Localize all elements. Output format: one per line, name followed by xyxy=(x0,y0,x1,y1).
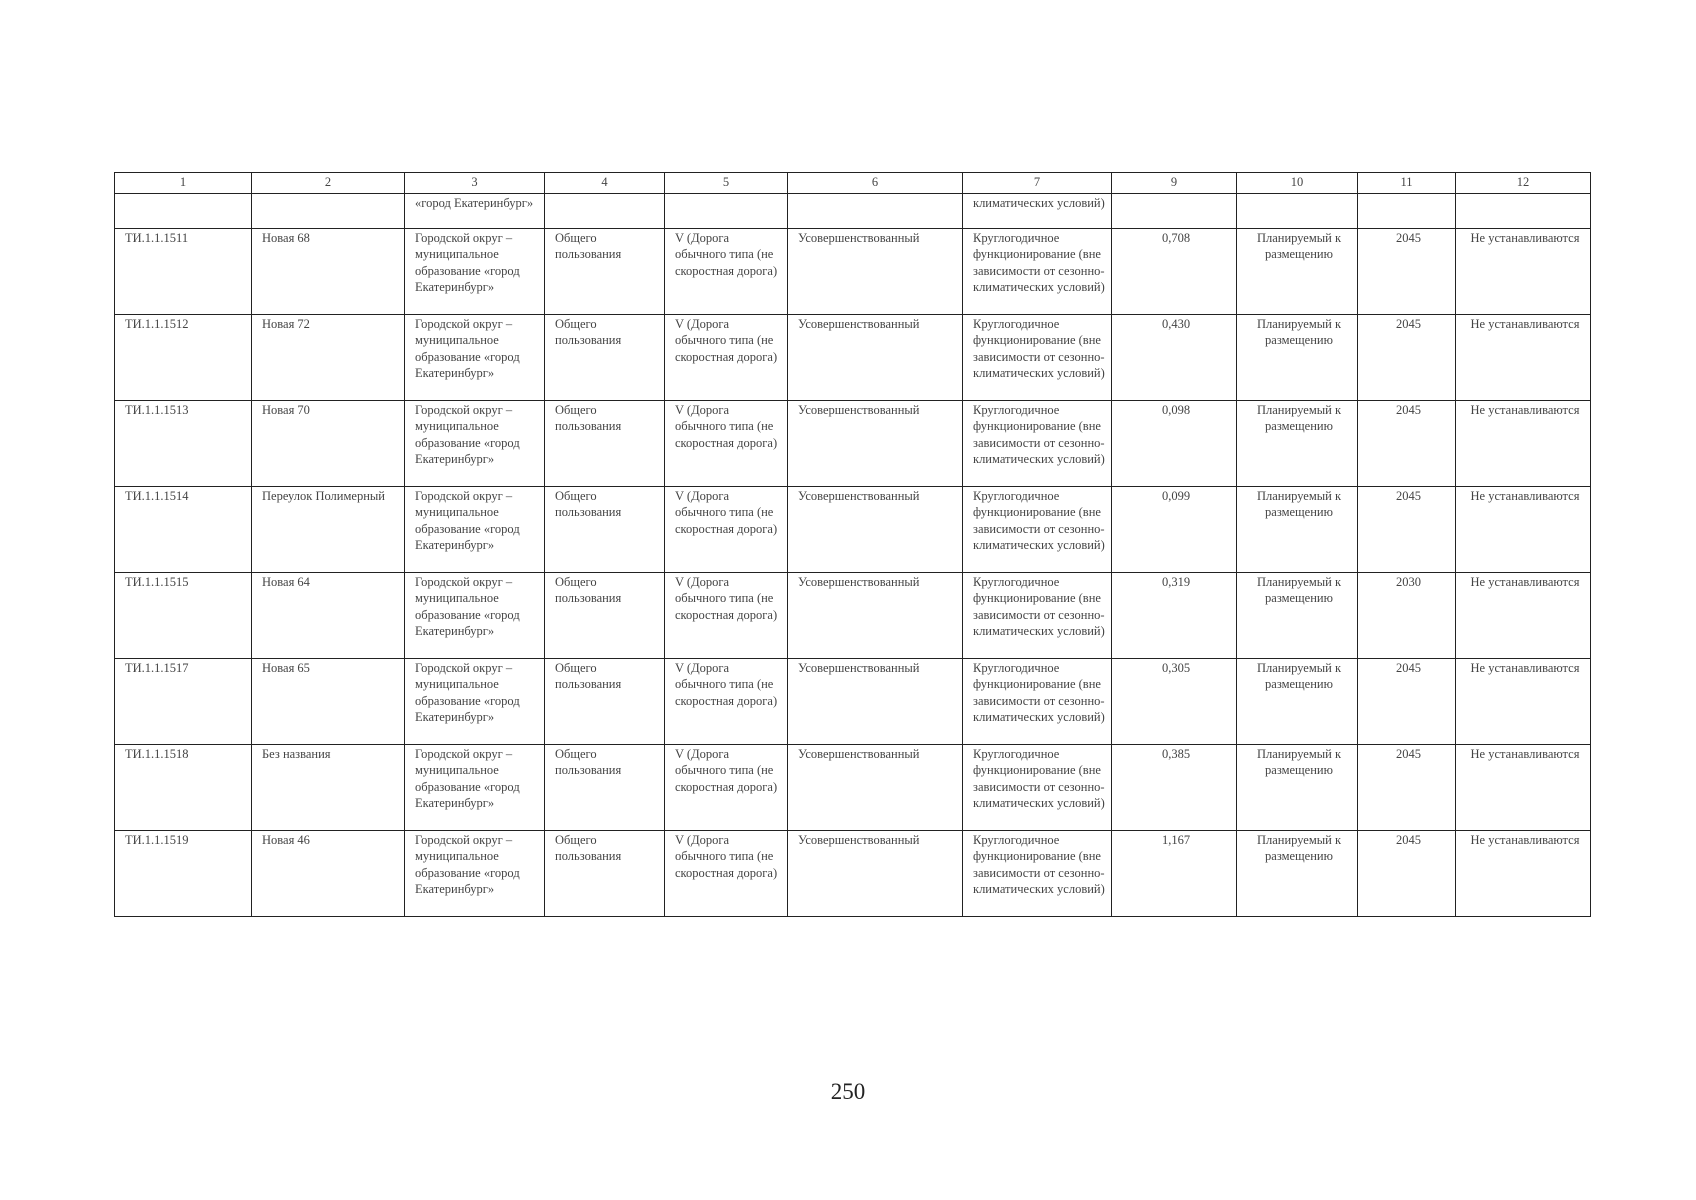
column-header-6: 6 xyxy=(788,173,963,194)
table-cell: Круглогодичное функционирование (вне зависимости от сезонно-климатических условий) xyxy=(963,315,1112,401)
table-cell: Общего пользования xyxy=(545,229,665,315)
table-cell: Планируемый к размещению xyxy=(1237,401,1358,487)
table-cell: Не устанавливаются xyxy=(1456,487,1591,573)
table-cell: Не устанавливаются xyxy=(1456,229,1591,315)
table-cell: 0,430 xyxy=(1112,315,1237,401)
table-cell: V (Дорога обычного типа (не скоростная дорога) xyxy=(665,229,788,315)
table-cell xyxy=(252,194,405,229)
table-cell xyxy=(788,194,963,229)
table-cell: 0,708 xyxy=(1112,229,1237,315)
table-cell: Круглогодичное функционирование (вне зависимости от сезонно-климатических условий) xyxy=(963,401,1112,487)
table-cell: V (Дорога обычного типа (не скоростная дорога) xyxy=(665,659,788,745)
table-cell: Круглогодичное функционирование (вне зависимости от сезонно-климатических условий) xyxy=(963,487,1112,573)
table-cell: Городской округ – муниципальное образование «город Екатеринбург» xyxy=(405,831,545,917)
table-cell: Усовершенствованный xyxy=(788,315,963,401)
table-cell: 1,167 xyxy=(1112,831,1237,917)
table-row xyxy=(115,487,1591,573)
page-number: 250 xyxy=(830,1079,866,1104)
table-cell: ТИ.1.1.1518 xyxy=(115,745,252,831)
table-cell xyxy=(1237,194,1358,229)
table-cell: Усовершенствованный xyxy=(788,831,963,917)
table-cell: ТИ.1.1.1511 xyxy=(115,229,252,315)
table-cell: Круглогодичное функционирование (вне зависимости от сезонно-климатических условий) xyxy=(963,229,1112,315)
table-cell: Городской округ – муниципальное образование «город Екатеринбург» xyxy=(405,315,545,401)
table-cell: ТИ.1.1.1513 xyxy=(115,401,252,487)
column-header-5: 5 xyxy=(665,173,788,194)
table-cell: 2045 xyxy=(1358,315,1456,401)
table-cell: Круглогодичное функционирование (вне зависимости от сезонно-климатических условий) xyxy=(963,659,1112,745)
table-cell: Городской округ – муниципальное образование «город Екатеринбург» xyxy=(405,745,545,831)
table-cell xyxy=(1456,194,1591,229)
table-cell: Не устанавливаются xyxy=(1456,745,1591,831)
table-row xyxy=(115,831,1591,917)
table-cell: ТИ.1.1.1515 xyxy=(115,573,252,659)
table-cell: Не устанавливаются xyxy=(1456,831,1591,917)
table-cell: V (Дорога обычного типа (не скоростная дорога) xyxy=(665,315,788,401)
table-cell: Общего пользования xyxy=(545,831,665,917)
table-cell xyxy=(1358,194,1456,229)
table-cell: Общего пользования xyxy=(545,315,665,401)
table-cell: Городской округ – муниципальное образование «город Екатеринбург» xyxy=(405,401,545,487)
table-cell: Планируемый к размещению xyxy=(1237,573,1358,659)
table-cell: Не устанавливаются xyxy=(1456,401,1591,487)
table-cell: 0,319 xyxy=(1112,573,1237,659)
table-cell: 0,385 xyxy=(1112,745,1237,831)
table-cell xyxy=(115,194,252,229)
table-cell: 2045 xyxy=(1358,831,1456,917)
table-cell: Круглогодичное функционирование (вне зависимости от сезонно-климатических условий) xyxy=(963,573,1112,659)
table-cell: 0,305 xyxy=(1112,659,1237,745)
table-cell: ТИ.1.1.1514 xyxy=(115,487,252,573)
table-cell: Усовершенствованный xyxy=(788,573,963,659)
table-cell: Не устанавливаются xyxy=(1456,659,1591,745)
table-cell: 0,098 xyxy=(1112,401,1237,487)
table-cell: Общего пользования xyxy=(545,487,665,573)
table-cell: Усовершенствованный xyxy=(788,745,963,831)
table-cell: Городской округ – муниципальное образование «город Екатеринбург» xyxy=(405,229,545,315)
column-header-8: 9 xyxy=(1112,173,1237,194)
table-cell: 2045 xyxy=(1358,745,1456,831)
table-cell: Общего пользования xyxy=(545,659,665,745)
table-cell: Общего пользования xyxy=(545,573,665,659)
table-cell: V (Дорога обычного типа (не скоростная дорога) xyxy=(665,745,788,831)
table-cell: Усовершенствованный xyxy=(788,401,963,487)
table-cell: климатических условий) xyxy=(963,194,1112,229)
column-header-3: 3 xyxy=(405,173,545,194)
table-cell: Общего пользования xyxy=(545,745,665,831)
table-cell: V (Дорога обычного типа (не скоростная дорога) xyxy=(665,487,788,573)
table-cell: Без названия xyxy=(252,745,405,831)
table-cell: 0,099 xyxy=(1112,487,1237,573)
table-cell: Усовершенствованный xyxy=(788,659,963,745)
data-table xyxy=(114,172,1591,917)
column-header-4: 4 xyxy=(545,173,665,194)
table-cell: Планируемый к размещению xyxy=(1237,487,1358,573)
table-cell: Общего пользования xyxy=(545,401,665,487)
table-row xyxy=(115,315,1591,401)
table-cell: 2045 xyxy=(1358,229,1456,315)
table-cell: Новая 68 xyxy=(252,229,405,315)
column-header-7: 7 xyxy=(963,173,1112,194)
table-cell: Усовершенствованный xyxy=(788,229,963,315)
table-body xyxy=(115,194,1591,917)
table-cell: Усовершенствованный xyxy=(788,487,963,573)
column-header-10: 11 xyxy=(1358,173,1456,194)
table-cell: Круглогодичное функционирование (вне зависимости от сезонно-климатических условий) xyxy=(963,831,1112,917)
column-header-11: 12 xyxy=(1456,173,1591,194)
table-cell: Планируемый к размещению xyxy=(1237,315,1358,401)
table-row xyxy=(115,229,1591,315)
table-cell: V (Дорога обычного типа (не скоростная дорога) xyxy=(665,401,788,487)
table-cell: Новая 72 xyxy=(252,315,405,401)
column-header-2: 2 xyxy=(252,173,405,194)
table-cell: Городской округ – муниципальное образование «город Екатеринбург» xyxy=(405,659,545,745)
table-cell: 2045 xyxy=(1358,401,1456,487)
table-cell xyxy=(545,194,665,229)
table-cell: ТИ.1.1.1512 xyxy=(115,315,252,401)
table-cell: Новая 65 xyxy=(252,659,405,745)
table-cell: Планируемый к размещению xyxy=(1237,831,1358,917)
table-cell: V (Дорога обычного типа (не скоростная дорога) xyxy=(665,573,788,659)
table-cell: Планируемый к размещению xyxy=(1237,745,1358,831)
table-cell: Переулок Полимерный xyxy=(252,487,405,573)
continuation-row xyxy=(115,194,1591,229)
table-cell: 2045 xyxy=(1358,487,1456,573)
table-cell: 2045 xyxy=(1358,659,1456,745)
table-row xyxy=(115,401,1591,487)
table-cell: ТИ.1.1.1519 xyxy=(115,831,252,917)
table-cell: Городской округ – муниципальное образование «город Екатеринбург» xyxy=(405,573,545,659)
table-cell xyxy=(1112,194,1237,229)
column-header-9: 10 xyxy=(1237,173,1358,194)
table-cell: Планируемый к размещению xyxy=(1237,229,1358,315)
table-cell: Не устанавливаются xyxy=(1456,573,1591,659)
table-cell: Новая 64 xyxy=(252,573,405,659)
header-row xyxy=(115,173,1591,194)
table-cell: V (Дорога обычного типа (не скоростная дорога) xyxy=(665,831,788,917)
table-cell: Круглогодичное функционирование (вне зависимости от сезонно-климатических условий) xyxy=(963,745,1112,831)
table-cell: «город Екатеринбург» xyxy=(405,194,545,229)
column-header-1: 1 xyxy=(115,173,252,194)
table-row xyxy=(115,745,1591,831)
table-cell xyxy=(665,194,788,229)
table-cell: Городской округ – муниципальное образование «город Екатеринбург» xyxy=(405,487,545,573)
table-cell: Новая 46 xyxy=(252,831,405,917)
table-cell: 2030 xyxy=(1358,573,1456,659)
table-cell: Не устанавливаются xyxy=(1456,315,1591,401)
table-row xyxy=(115,659,1591,745)
table-cell: Новая 70 xyxy=(252,401,405,487)
table-cell: Планируемый к размещению xyxy=(1237,659,1358,745)
table-row xyxy=(115,573,1591,659)
table-cell: ТИ.1.1.1517 xyxy=(115,659,252,745)
